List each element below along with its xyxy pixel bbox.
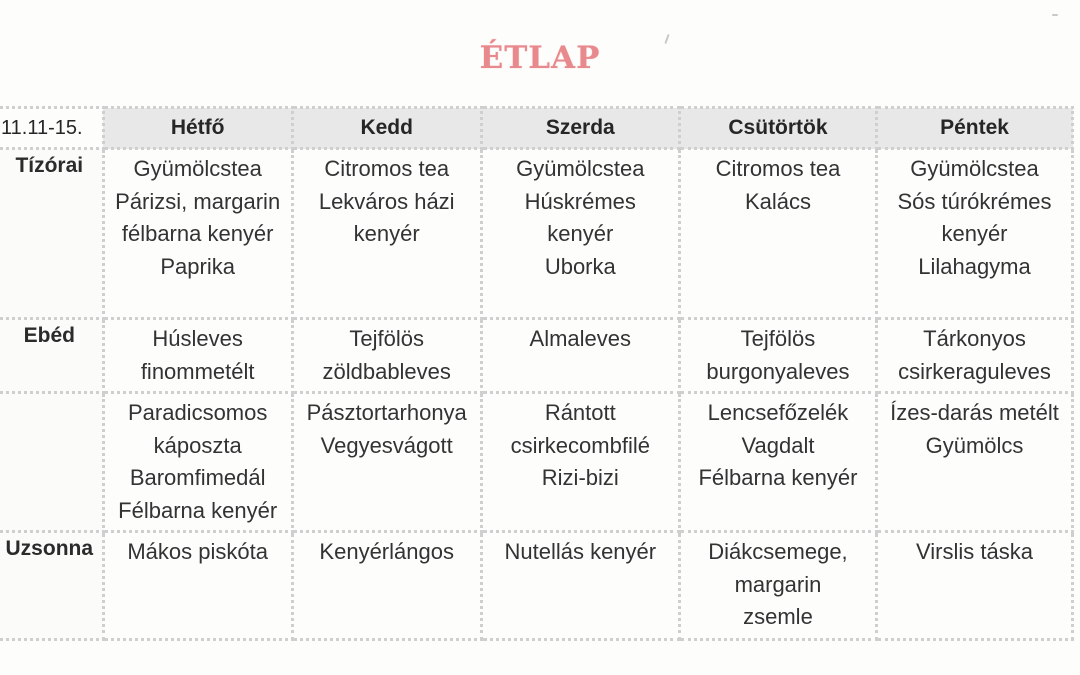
menu-cell: [679, 319, 876, 393]
menu-cell: [292, 149, 481, 319]
menu-item-line: Citromos tea: [324, 156, 450, 181]
menu-item-line: Tejfölös: [740, 326, 816, 351]
menu-item-line: margarin: [734, 571, 822, 597]
menu-cell: [103, 319, 292, 393]
menu-cell: [877, 393, 1073, 532]
menu-table: [0, 106, 1074, 641]
menu-item-line: Diákcsemege,: [708, 539, 848, 564]
row-label: Tízórai: [0, 149, 103, 319]
menu-cell: [292, 319, 481, 393]
menu-cell: [877, 319, 1073, 393]
menu-item-line: burgonyaleves: [706, 358, 850, 384]
menu-item-line: Félbarna kenyér: [118, 497, 278, 523]
menu-item-line: Paradicsomos: [127, 400, 268, 425]
menu-item-line: Vegyesvágott: [320, 432, 453, 458]
menu-item-line: káposzta: [153, 432, 242, 458]
menu-cell: [481, 393, 679, 532]
menu-item-line: Párizsi, margarin: [115, 188, 281, 214]
menu-item-line: Gyümölcstea: [516, 156, 645, 181]
menu-item-line: Gyümölcstea: [910, 156, 1039, 181]
menu-item-line: félbarna kenyér: [121, 221, 274, 246]
row-label: Uzsonna: [0, 532, 103, 640]
menu-cell: [292, 532, 481, 640]
menu-cell: [103, 393, 292, 532]
menu-item-line: Rántott: [544, 400, 616, 425]
menu-item-line: Kenyérlángos: [319, 539, 454, 564]
menu-item-line: finommetélt: [140, 358, 255, 384]
menu-cell: [679, 393, 876, 532]
menu-item-line: Nutellás kenyér: [504, 539, 657, 564]
day-header: Csütörtök: [679, 108, 876, 149]
meal-row-ebed-soup: [0, 319, 1073, 393]
menu-cell: [481, 319, 679, 393]
menu-item-line: Tejfölös: [349, 326, 424, 351]
menu-item-line: Lekváros házi: [318, 188, 455, 214]
day-header: Hétfő: [103, 108, 292, 149]
menu-cell: [103, 532, 292, 640]
menu-item-line: zsemle: [743, 604, 813, 629]
menu-item-line: Lencsefőzelék: [707, 400, 849, 425]
menu-item-line: Pásztortarhonya: [306, 400, 467, 425]
menu-item-line: Virslis táska: [916, 539, 1033, 564]
menu-item-line: Uborka: [544, 253, 616, 279]
menu-item-line: Baromfimedál: [129, 465, 266, 490]
menu-item-line: Citromos tea: [715, 156, 841, 181]
meal-row-tizorai: [0, 149, 1073, 319]
menu-item-line: csirkecombfilé: [510, 432, 650, 458]
menu-item-line: Gyümölcstea: [133, 156, 262, 181]
header-row: [0, 108, 1073, 149]
menu-item-line: Almaleves: [529, 326, 632, 351]
menu-item-line: kenyér: [353, 221, 420, 246]
menu-item-line: kenyér: [547, 221, 614, 246]
menu-item-line: Sós túrókrémes: [897, 188, 1052, 214]
menu-item-line: Paprika: [160, 253, 235, 279]
menu-item-line: Tárkonyos: [923, 326, 1026, 351]
day-header: Kedd: [292, 108, 481, 149]
meal-row-ebed-main: [0, 393, 1073, 532]
row-label: [0, 393, 103, 532]
meal-row-uzsonna: [0, 532, 1073, 640]
menu-item-line: Kalács: [744, 188, 811, 214]
row-label: Ebéd: [0, 319, 103, 393]
menu-cell: [877, 532, 1073, 640]
menu-item-line: Ízes-darás metélt: [890, 400, 1059, 425]
menu-cell: [481, 532, 679, 640]
menu-item-line: kenyér: [941, 221, 1008, 246]
menu-cell: [877, 149, 1073, 319]
menu-cell: [679, 532, 876, 640]
day-header: Szerda: [481, 108, 679, 149]
menu-item-line: Lilahagyma: [918, 253, 1031, 279]
menu-item-line: Gyümölcs: [925, 432, 1024, 458]
menu-item-line: Húskrémes: [524, 188, 636, 214]
menu-cell: [103, 149, 292, 319]
menu-item-line: Félbarna kenyér: [698, 465, 858, 490]
menu-title: ÉTLAP: [479, 40, 601, 76]
scan-speck: [1052, 14, 1058, 16]
menu-cell: [481, 149, 679, 319]
menu-item-line: Húsleves: [152, 326, 243, 351]
menu-cell: [679, 149, 876, 319]
date-range: 11.11-15.: [0, 108, 103, 149]
menu-item-line: csirkeraguleves: [898, 358, 1051, 384]
menu-item-line: zöldbableves: [322, 358, 451, 384]
menu-item-line: Rizi-bizi: [541, 465, 619, 490]
menu-item-line: Vagdalt: [741, 432, 815, 458]
menu-cell: [292, 393, 481, 532]
menu-item-line: Mákos piskóta: [127, 539, 268, 564]
day-header: Péntek: [877, 108, 1073, 149]
